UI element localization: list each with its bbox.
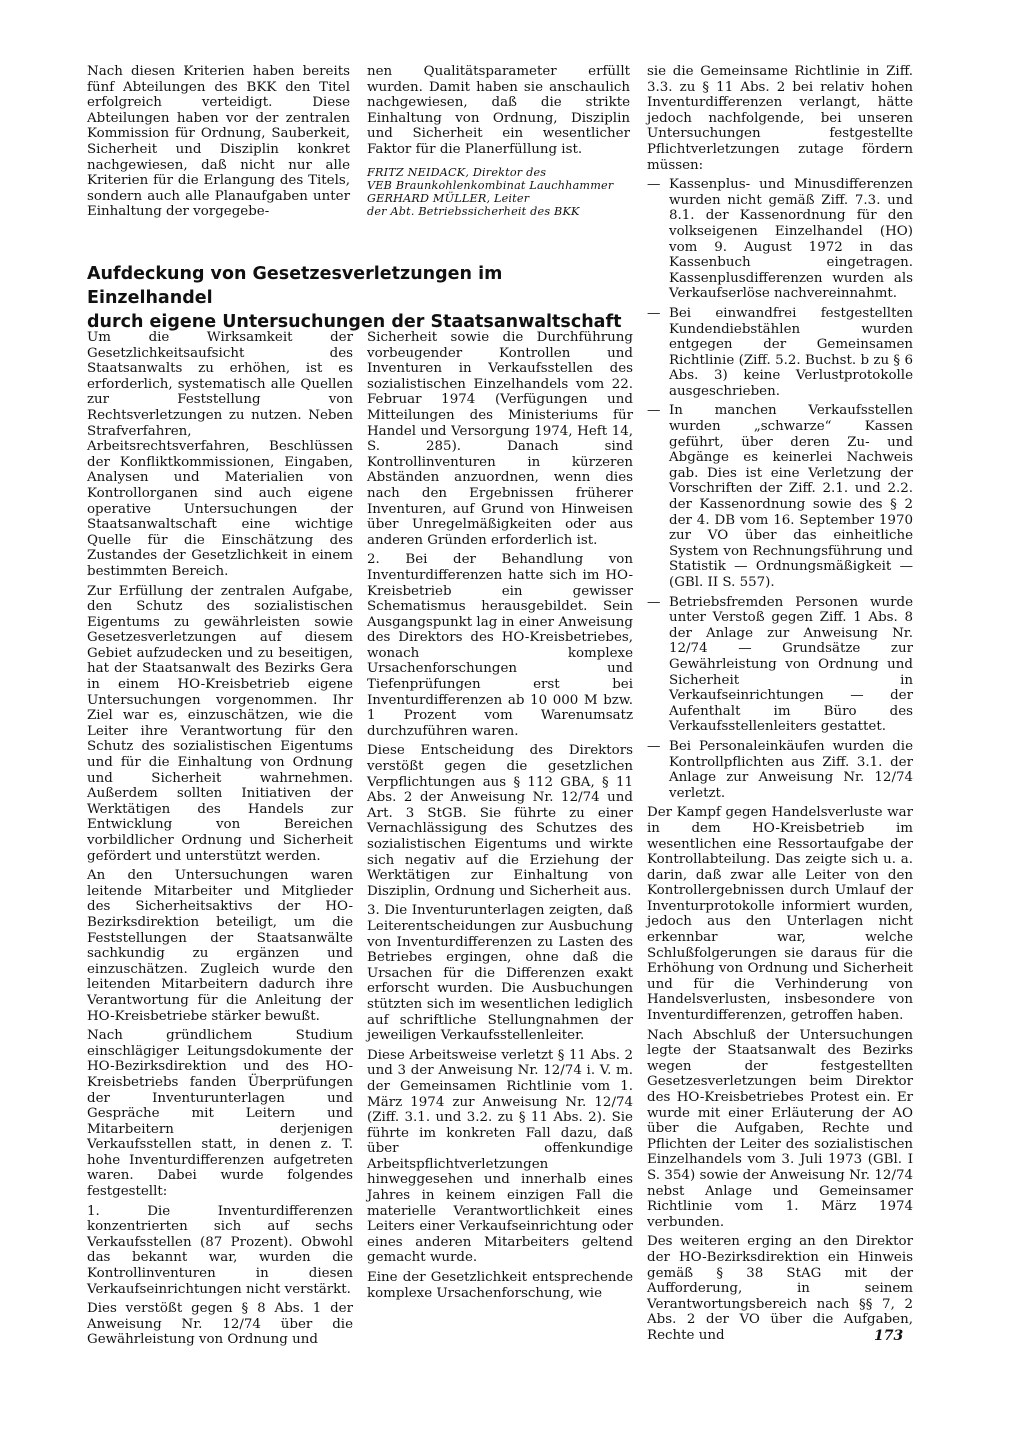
signature-block: [367, 166, 630, 218]
signature-line: VEB Braunkohlenkombinat Lauchhammer: [367, 178, 614, 192]
paragraph: Des weiteren erging an den Direktor der HO-Bezirksdirektion ein Hinweis gemäß § 38 StAG mit der Aufforderung, in seinem Verantwortungsbereich nach §§ 7, 2 Abs. 2 der VO über die Aufgaben, Rechte und: [647, 1234, 913, 1343]
paragraph: 2. Bei der Behandlung von Inventurdifferenzen hatte sich im HO-Kreisbetrieb ein gewisser Schematismus herausgebildet. Sein Ausgangspunkt lag in einer Anweisung des Direktors des HO-Kreisbetriebes, wonach komplexe Ursachenforschungen und Tiefenprüfungen erst bei Inventurdifferenzen ab 10 000 M bzw. 1 Prozent vom Warenumsatz durchzuführen waren.: [367, 552, 633, 739]
headline-line: durch eigene Untersuchungen der Staatsanwaltschaft: [87, 312, 622, 332]
top-paragraph: Nach diesen Kriterien haben bereits fünf Abteilungen des BKK den Titel erfolgreich verteidigt. Diese Abteilungen haben vor der zentralen Kommission für Ordnung, Sauberkeit, Sicherheit und Disziplin konkret nachgewiesen, daß nicht nur alle Kriterien für die Erlangung des Titels, sondern auch alle Planaufgaben unter Einhaltung der vorgegebe-: [87, 64, 350, 220]
page-number: 173: [874, 1328, 904, 1344]
paragraph: Dies verstößt gegen § 8 Abs. 1 der Anweisung Nr. 12/74 über die Gewährleistung von Ordnung und: [87, 1301, 353, 1348]
article-headline: [87, 262, 627, 334]
article-column-1: [87, 330, 353, 1348]
paragraph: sie die Gemeinsame Richtlinie in Ziff. 3.3. zu § 11 Abs. 2 bei relativ hohen Inventurdifferenzen verlangt, hätte jedoch nachfolgende, bei unseren Untersuchungen festgestellte Pflichtverletzungen zutage fördern müssen:: [647, 64, 913, 173]
paragraph: Sicherheit sowie die Durchführung vorbeugender Kontrollen und Inventuren in Verkaufsstellen des sozialistischen Einzelhandels vom 22. Februar 1974 (Verfügungen und Mitteilungen des Ministeriums für Handel und Versorgung 1974, Heft 14, S. 285). Danach sind Kontrollinventuren in kürzeren Abständen anzuordnen, wenn dies nach den Ergebnissen früherer Inventuren, auf Grund von Hinweisen über Unregelmäßigkeiten oder aus anderen Gründen erforderlich ist.: [367, 330, 633, 548]
list-item: — In manchen Verkaufsstellen wurden „schwarze“ Kassen geführt, über deren Zu- und Abgänge es keinerlei Nachweis gab. Dies ist eine Verletzung der Vorschriften der Ziff. 2.1. und 2.2. der Kassenordnung sowie des § 2 der 4. DB vom 16. September 1970 zur VO über das einheitliche System von Rechnungsführung und Statistik — Ordnungsmäßigkeit — (GBl. II S. 557).: [647, 403, 913, 590]
paragraph: 3. Die Inventurunterlagen zeigten, daß Leiterentscheidungen zur Ausbuchung von Inventurdifferenzen zu Lasten des Betriebes ergingen, ohne daß die Ursachen für die Differenzen exakt erforscht wurden. Die Ausbuchungen stützten sich im wesentlichen lediglich auf schriftliche Stellungnahmen der jeweiligen Verkaufsstellenleiter.: [367, 903, 633, 1044]
paragraph: Nach gründlichem Studium einschlägiger Leitungsdokumente der HO-Bezirksdirektion und des HO-Kreisbetriebs fanden Überprüfungen der Inventurunterlagen und Gespräche mit Leitern und Mitarbeitern derjenigen Verkaufsstellen statt, in denen z. T. hohe Inventurdifferenzen aufgetreten waren. Dabei wurde folgendes festgestellt:: [87, 1028, 353, 1200]
paragraph: Diese Arbeitsweise verletzt § 11 Abs. 2 und 3 der Anweisung Nr. 12/74 i. V. m. der Gemeinsamen Richtlinie vom 1. März 1974 zur Anweisung Nr. 12/74 (Ziff. 3.1. und 3.2. zu § 11 Abs. 2). Sie führte im konkreten Fall dazu, daß über offenkundige Arbeitspflichtverletzungen hinweggesehen und innerhalb eines Jahres in keinem einzigen Fall die materielle Verantwortlichkeit eines Leiters einer Verkaufseinrichtung oder eines anderen Mitarbeiters geltend gemacht wurde.: [367, 1047, 633, 1266]
list-item: — Betriebsfremden Personen wurde unter Verstoß gegen Ziff. 1 Abs. 8 der Anlage zur Anweisung Nr. 12/74 — Grundsätze zur Gewährleistung von Ordnung und Sicherheit in Verkaufseinrichtungen — der Aufenthalt im Büro des Verkaufsstellenleiters gestattet.: [647, 595, 913, 735]
paragraph: Der Kampf gegen Handelsverluste war in dem HO-Kreisbetrieb im wesentlichen eine Ressortaufgabe der Kontrollabteilung. Das zeigte sich u. a. darin, daß zwar alle Leiter von den Kontrollergebnissen durch Umlauf der Inventurprotokolle informiert wurden, jedoch aus den Unterlagen nicht erkennbar war, welche Schlußfolgerungen sie daraus für die Erhöhung von Ordnung und Sicherheit und für die Verhinderung von Handelsverlusten, insbesondere von Inventurdifferenzen, getroffen haben.: [647, 805, 913, 1024]
top-column-2: [367, 64, 630, 218]
article-column-2: [367, 330, 633, 1301]
top-paragraph: nen Qualitätsparameter erfüllt wurden. Damit haben sie anschaulich nachgewiesen, daß die strikte Einhaltung von Ordnung, Disziplin und Sicherheit ein wesentlicher Faktor für die Planerfüllung ist.: [367, 64, 630, 157]
signature-line: der Abt. Betriebssicherheit des BKK: [367, 204, 580, 218]
list-item: — Kassenplus- und Minusdifferenzen wurden nicht gemäß Ziff. 7.3. und 8.1. der Kassenordnung für den volkseigenen Einzelhandel (HO) vom 9. August 1972 in das Kassenbuch eingetragen. Kassenplusdifferenzen wurden als Verkaufserlöse nachvereinnahmt.: [647, 177, 913, 302]
list-item: — Bei Personaleinkäufen wurden die Kontrollpflichten aus Ziff. 3.1. der Anlage zur Anweisung Nr. 12/74 verletzt.: [647, 739, 913, 801]
list-item: — Bei einwandfrei festgestellten Kundendiebstählen wurden entgegen der Gemeinsamen Richtlinie (Ziff. 5.2. Buchst. b zu § 6 Abs. 3) keine Verlustprotokolle ausgeschrieben.: [647, 306, 913, 400]
paragraph: Diese Entscheidung des Direktors verstößt gegen die gesetzlichen Verpflichtungen aus § 112 GBA, § 11 Abs. 2 der Anweisung Nr. 12/74 und Art. 3 StGB. Sie führte zu einer Vernachlässigung des Schutzes des sozialistischen Eigentums und wirkte sich negativ auf die Erziehung der Werktätigen zur Einhaltung von Disziplin, Ordnung und Sicherheit aus.: [367, 743, 633, 899]
paragraph: An den Untersuchungen waren leitende Mitarbeiter und Mitglieder des Sicherheitsaktivs der HO-Bezirksdirektion beteiligt, um die Feststellungen der Staatsanwälte sachkundig zu ergänzen und einzuschätzen. Zugleich wurde den leitenden Mitarbeitern dadurch ihre Verantwortung für die Anleitung der HO-Kreisbetriebe stärker bewußt.: [87, 868, 353, 1024]
paragraph: Um die Wirksamkeit der Gesetzlichkeitsaufsicht des Staatsanwalts zu erhöhen, ist es erforderlich, systematisch alle Quellen zur Feststellung von Rechtsverletzungen zu nutzen. Neben Strafverfahren, Arbeitsrechtsverfahren, Beschlüssen der Konfliktkommissionen, Eingaben, Analysen und Materialien von Kontrollorganen sind auch eigene operative Untersuchungen der Staatsanwaltschaft eine wichtige Quelle für die Einschätzung des Zustandes der Gesetzlichkeit in einem bestimmten Bereich.: [87, 330, 353, 579]
paragraph: Eine der Gesetzlichkeit entsprechende komplexe Ursachenforschung, wie: [367, 1270, 633, 1301]
headline-line: Aufdeckung von Gesetzesverletzungen im Einzelhandel: [87, 264, 503, 308]
violation-list: [647, 177, 913, 801]
article-column-3: [647, 64, 913, 1344]
paragraph: Nach Abschluß der Untersuchungen legte der Staatsanwalt des Bezirks wegen der festgestellten Gesetzesverletzungen beim Direktor des HO-Kreisbetriebes Protest ein. Er wurde mit einer Erläuterung der AO über die Aufgaben, Rechte und Pflichten der Leiter des sozialistischen Einzelhandels vom 3. Juli 1973 (GBl. I S. 354) sowie der Anweisung Nr. 12/74 nebst Anlage und Gemeinsamer Richtlinie vom 1. März 1974 verbunden.: [647, 1027, 913, 1230]
signature-line: GERHARD MÜLLER, Leiter: [367, 191, 530, 205]
paragraph: 1. Die Inventurdifferenzen konzentrierten sich auf sechs Verkaufsstellen (87 Prozent). Obwohl das bekannt war, wurden die Kontrollinventuren in diesen Verkaufseinrichtungen nicht verstärkt.: [87, 1203, 353, 1297]
signature-line: FRITZ NEIDACK, Direktor des: [367, 165, 547, 179]
paragraph: Zur Erfüllung der zentralen Aufgabe, den Schutz des sozialistischen Eigentums zu gewährleisten sowie Gesetzesverletzungen auf diesem Gebiet aufzudecken und zu beseitigen, hat der Staatsanwalt des Bezirks Gera in einem HO-Kreisbetrieb eigene Untersuchungen vorgenommen. Ihr Ziel war es, einzuschätzen, wie die Leiter ihre Verantwortung für den Schutz des sozialistischen Eigentums und für die Einhaltung von Ordnung und Sicherheit wahrnehmen. Außerdem sollten Initiativen der Werktätigen des Handels zur Entwicklung von Bereichen vorbildlicher Ordnung und Sicherheit gefördert und unterstützt werden.: [87, 583, 353, 864]
top-column-1: [87, 64, 350, 220]
